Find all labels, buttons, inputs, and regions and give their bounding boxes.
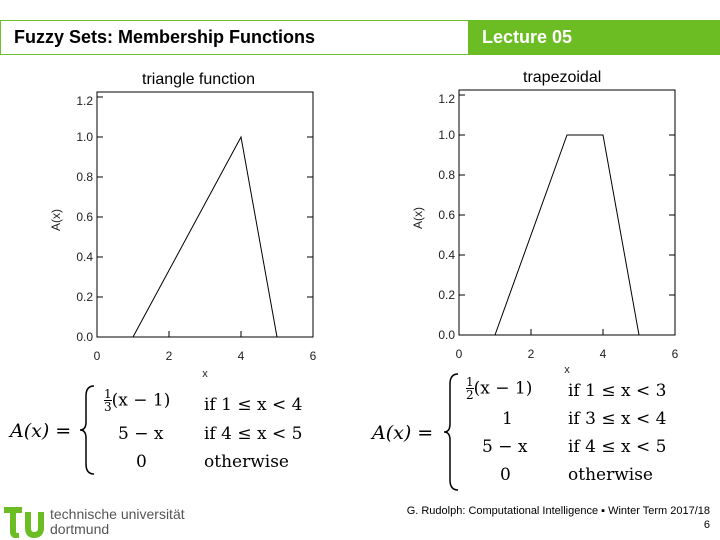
lecture-label: Lecture 05 [482,27,573,47]
slide-title: Fuzzy Sets: Membership Functions [14,27,316,47]
x-tick-label: 0 [455,347,463,361]
y-tick-label: 0.6 [76,210,93,224]
right-brace [442,372,460,492]
x-tick-label: 4 [599,347,607,361]
case-condition: if 1 ≤ x < 3 [568,381,667,401]
y-tick-label: 0.8 [438,168,455,182]
right-plot-caption: trapezoidal [523,69,602,86]
x-axis-label: x [564,364,570,376]
frac-denominator: 3 [104,400,112,414]
logo-line-2: dortmund [50,521,110,537]
case-expression: 1 [502,409,513,429]
y-axis-label: A(x) [49,209,63,231]
trapezoid-plot [402,86,702,378]
x-tick-label: 6 [309,349,317,363]
case-condition: if 1 ≤ x < 4 [204,395,303,415]
plot-frame [97,92,313,337]
triangle-plot [40,88,340,380]
left-brace [78,384,96,476]
y-tick-label: 1.0 [438,128,455,142]
tu-logo-icon [2,506,46,538]
case-condition: otherwise [568,465,653,485]
university-name [50,507,185,537]
y-tick-label: 0.6 [438,208,455,222]
y-tick-label: 0.4 [76,250,93,264]
y-tick-label: 0.0 [438,328,455,342]
credit-text: G. Rudolph: Computational Intelligence ▪ Winter Term 2017/18 [406,505,710,517]
x-tick-label: 4 [237,349,245,363]
y-axis-label: A(x) [411,207,425,229]
case-condition: otherwise [204,452,289,472]
formula-lhs: A(x) = [10,420,72,442]
formula-case [104,388,170,413]
left-plot-caption: triangle function [142,71,255,88]
case-expression: (x − 1) [111,390,171,411]
y-tick-label: 0.0 [76,330,93,344]
frac-numerator: 1 [104,387,112,401]
frac-denominator: 2 [466,388,474,402]
x-tick-label: 2 [165,349,173,363]
case-expression: 5 − x [118,424,164,444]
case-expression: (x − 1) [473,378,533,399]
case-condition: if 4 ≤ x < 5 [204,424,303,444]
membership-curve [133,137,277,337]
x-tick-label: 0 [93,349,101,363]
x-axis-label: x [202,368,208,380]
frac-numerator: 1 [466,375,474,389]
case-condition: if 4 ≤ x < 5 [568,437,667,457]
y-tick-label: 1.2 [438,92,455,106]
y-tick-label: 0.8 [76,170,93,184]
case-condition: if 3 ≤ x < 4 [568,409,667,429]
y-tick-label: 0.2 [438,288,455,302]
case-expression: 5 − x [482,437,528,457]
page-number: 6 [703,519,710,531]
x-tick-label: 6 [671,347,679,361]
y-tick-label: 0.2 [76,290,93,304]
formula-case [466,376,532,401]
case-expression: 0 [136,452,147,472]
footer-credit [407,504,710,532]
logo-line-1: technische universität [50,506,185,522]
plot-frame [459,90,675,335]
x-tick-label: 2 [527,347,535,361]
y-tick-label: 1.2 [76,94,93,108]
case-expression: 0 [500,465,511,485]
membership-curve [495,135,639,335]
y-tick-label: 1.0 [76,130,93,144]
formula-lhs: A(x) = [372,422,434,444]
y-tick-label: 0.4 [438,248,455,262]
